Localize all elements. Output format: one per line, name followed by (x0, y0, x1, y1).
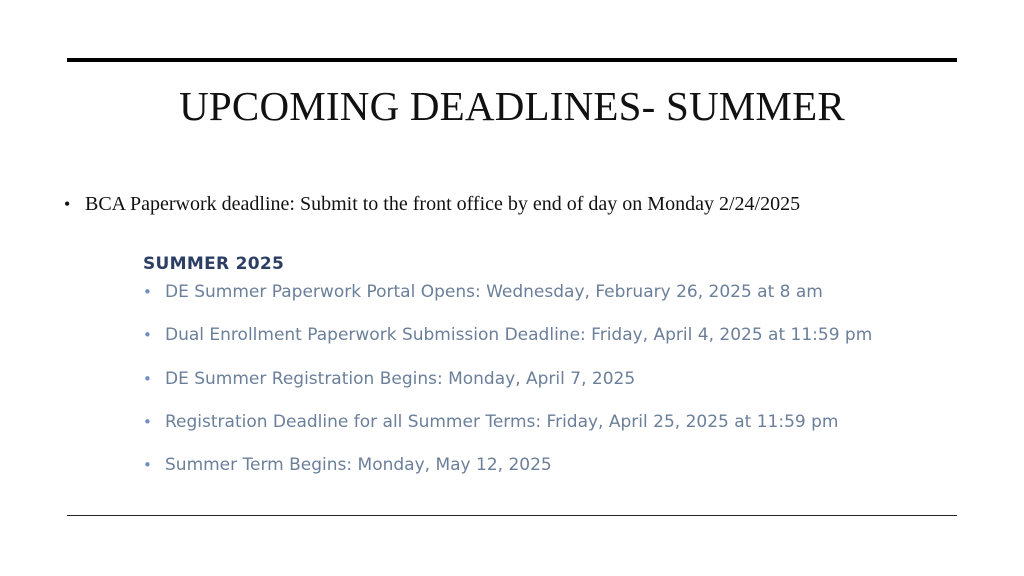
deadline-text: Dual Enrollment Paperwork Submission Deadline: Friday, April 4, 2025 at 11:59 pm (165, 325, 873, 346)
main-bullet-item (64, 193, 800, 216)
slide-title: UPCOMING DEADLINES- SUMMER (179, 83, 845, 129)
bullet-dot-icon: • (143, 283, 152, 301)
deadline-list (143, 282, 872, 498)
list-item (143, 412, 872, 455)
deadline-text: Summer Term Begins: Monday, May 12, 2025 (165, 455, 552, 476)
bottom-divider (67, 515, 957, 516)
deadline-text: Registration Deadline for all Summer Terms: Friday, April 25, 2025 at 11:59 pm (165, 411, 839, 432)
list-item (143, 455, 872, 498)
list-item (143, 282, 872, 325)
main-bullet-text: BCA Paperwork deadline: Submit to the front office by end of day on Monday 2/24/2025 (85, 193, 801, 215)
list-item (143, 369, 872, 412)
bullet-dot-icon: • (143, 456, 152, 475)
top-divider (67, 58, 957, 62)
list-item (143, 325, 872, 368)
bullet-dot-icon: • (143, 326, 152, 345)
section-heading: SUMMER 2025 (143, 254, 285, 274)
bullet-dot-icon: • (143, 412, 152, 431)
deadline-text: DE Summer Registration Begins: Monday, April 7, 2025 (165, 368, 636, 389)
bullet-dot-icon: • (64, 194, 71, 214)
bullet-dot-icon: • (143, 369, 152, 388)
summer-section (143, 254, 872, 498)
deadline-text: DE Summer Paperwork Portal Opens: Wednesday, February 26, 2025 at 8 am (165, 282, 823, 302)
